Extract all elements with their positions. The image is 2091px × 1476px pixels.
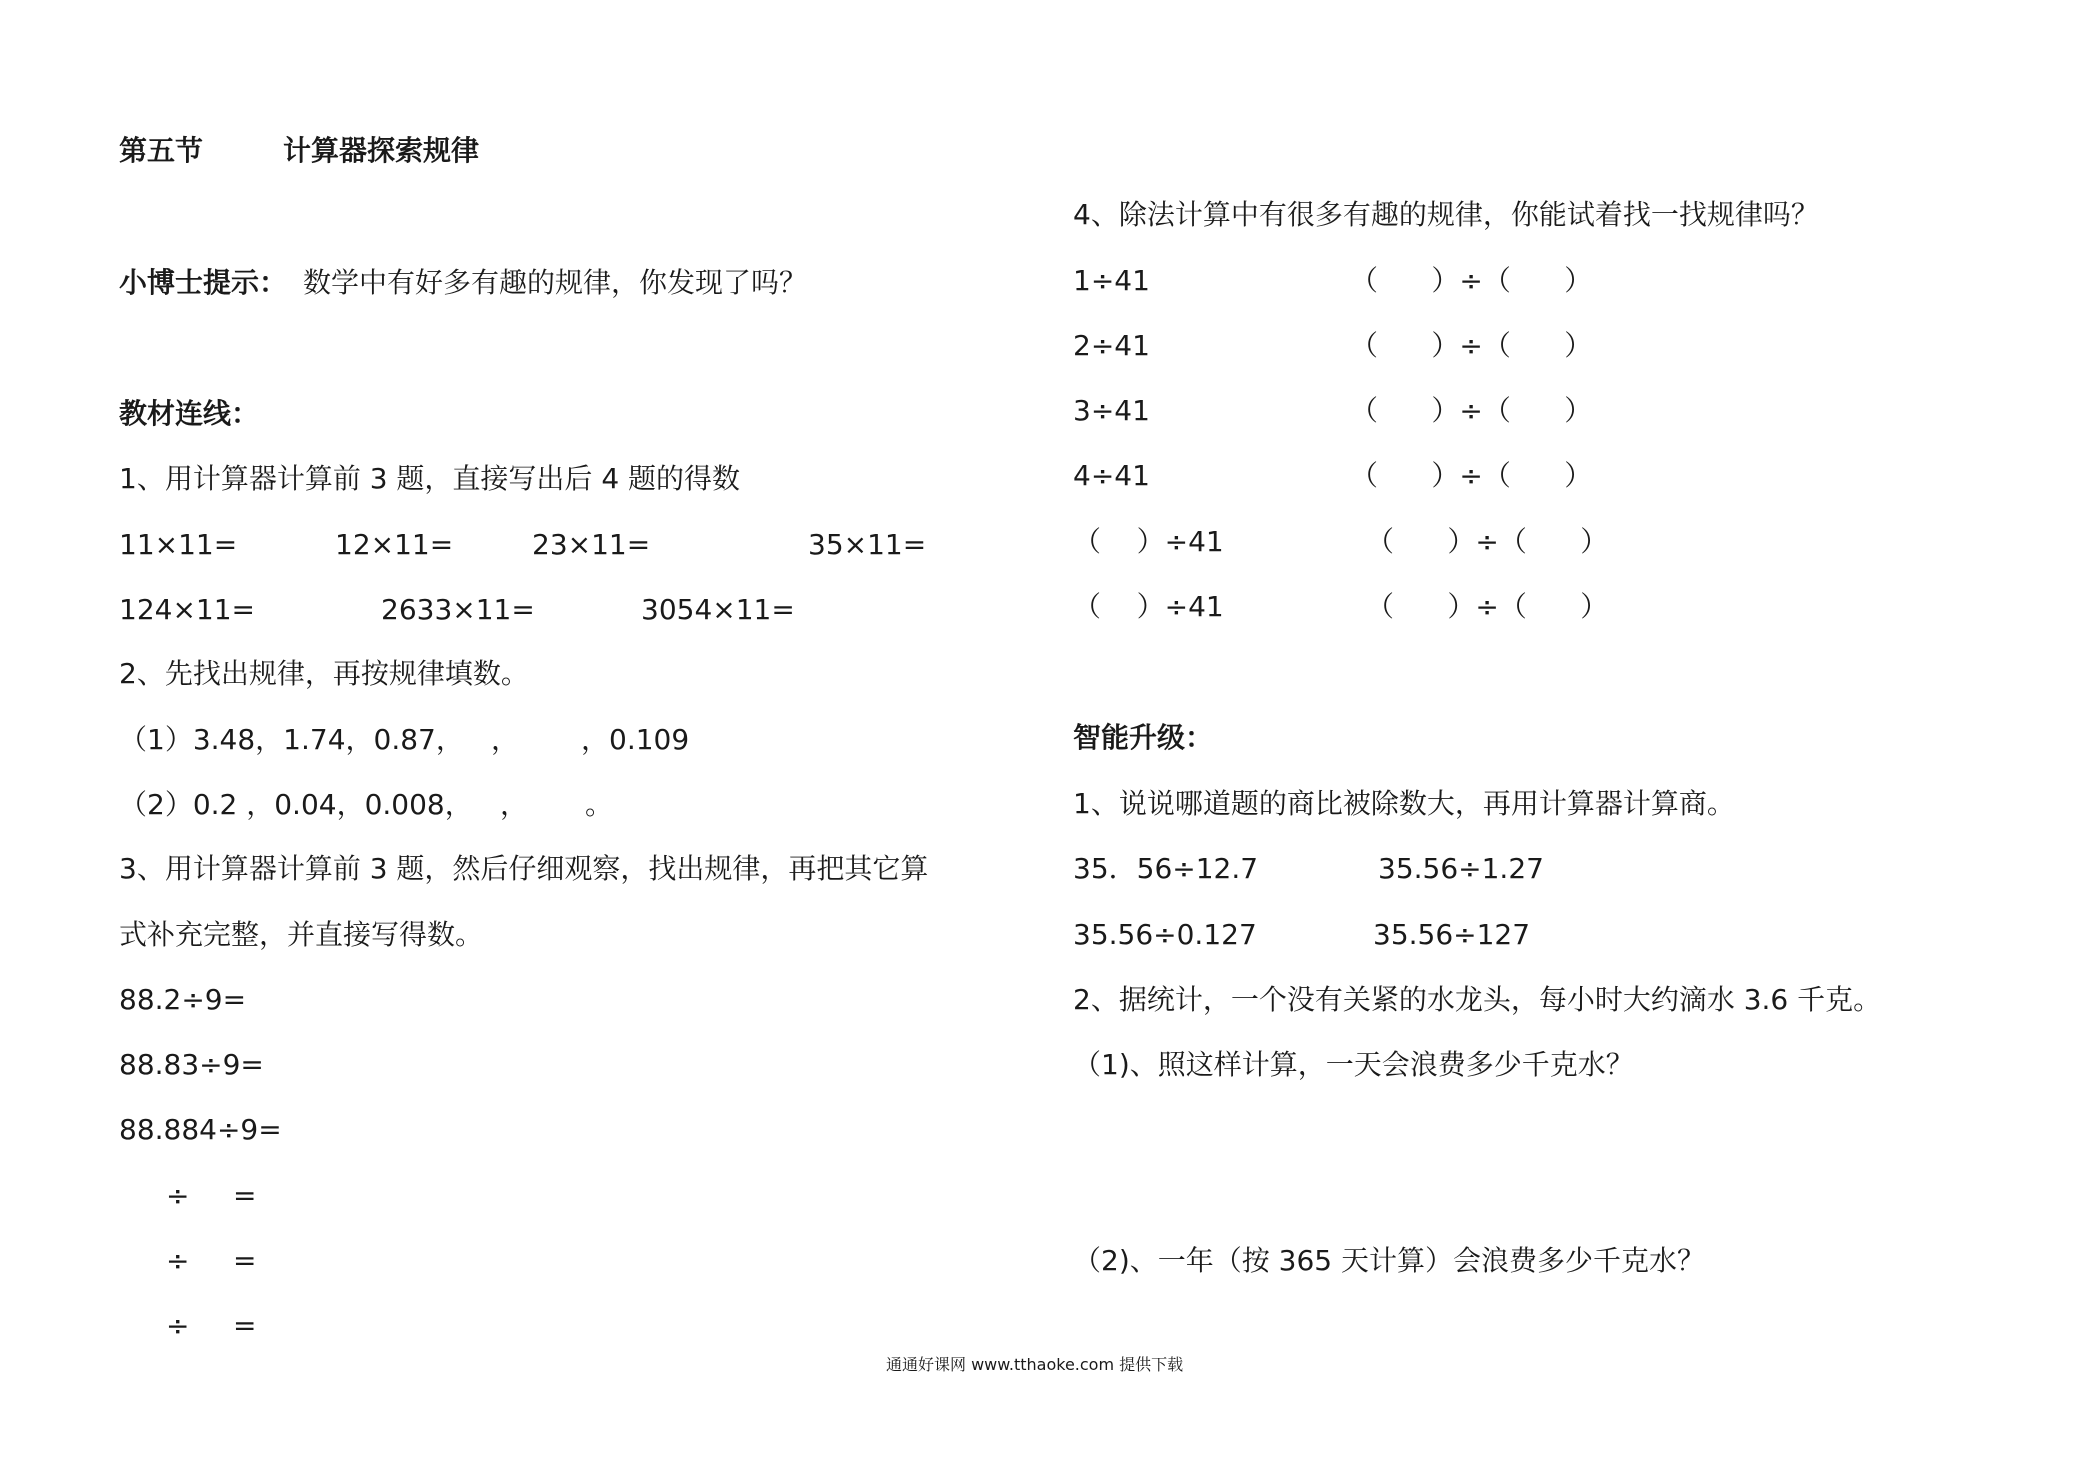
q3-blank-divide: ÷ — [166, 1244, 190, 1277]
q2-sequence-2-end: 。 — [585, 788, 614, 821]
upgrade-q2-sub1: （1)、照这样计算，一天会浪费多少千克水？ — [1073, 1048, 1634, 1081]
section-label: 第五节 — [119, 134, 204, 167]
q3-expression: 88.83÷9= — [119, 1048, 264, 1081]
q1-expression: 2633×11= — [381, 593, 535, 626]
upgrade-q1-expression: 35．56÷12.7 — [1073, 852, 1259, 885]
q1-expression: 3054×11= — [641, 593, 795, 626]
q3-blank-equals: = — [233, 1309, 257, 1342]
q3-prompt-line1: 3、用计算器计算前 3 题，然后仔细观察，找出规律，再把其它算 — [119, 852, 929, 885]
q1-expression: 124×11= — [119, 593, 255, 626]
upgrade-q1-prompt: 1、说说哪道题的商比被除数大，再用计算器计算商。 — [1073, 787, 1735, 820]
q2-sequence-1-sep: ， — [491, 723, 520, 756]
q4-left: （ ）÷41 — [1073, 525, 1224, 558]
upgrade-q2-prompt: 2、据统计，一个没有关紧的水龙头，每小时大约滴水 3.6 千克。 — [1073, 983, 1882, 1016]
upgrade-q1-expression: 35.56÷127 — [1373, 918, 1531, 951]
q4-prompt: 4、除法计算中有很多有趣的规律，你能试着找一找规律吗？ — [1073, 198, 1819, 231]
q3-blank-equals: = — [233, 1244, 257, 1277]
textbook-heading: 教材连线： — [119, 397, 260, 430]
q1-expression: 35×11= — [808, 528, 927, 561]
q3-blank-divide: ÷ — [166, 1309, 190, 1342]
page-title: 计算器探索规律 — [283, 134, 480, 167]
q2-prompt: 2、先找出规律，再按规律填数。 — [119, 657, 529, 690]
q3-expression: 88.884÷9= — [119, 1113, 282, 1146]
upgrade-heading: 智能升级： — [1073, 721, 1214, 754]
q4-right: （ ）÷（ ） — [1350, 329, 1593, 362]
footer-credit: 通通好课网 www.tthaoke.com 提供下载 — [886, 1355, 1184, 1374]
q1-expression: 23×11= — [532, 528, 651, 561]
tip-text: 数学中有好多有趣的规律，你发现了吗？ — [303, 266, 808, 299]
q3-blank-equals: = — [233, 1179, 257, 1212]
upgrade-q2-sub2: （2)、一年（按 365 天计算）会浪费多少千克水？ — [1073, 1244, 1705, 1277]
q3-expression: 88.2÷9= — [119, 983, 247, 1016]
q4-right: （ ）÷（ ） — [1366, 525, 1609, 558]
q4-right: （ ）÷（ ） — [1350, 394, 1593, 427]
q4-right: （ ）÷（ ） — [1366, 590, 1609, 623]
q1-prompt: 1、用计算器计算前 3 题，直接写出后 4 题的得数 — [119, 462, 741, 495]
tip-label: 小博士提示： — [119, 266, 288, 299]
q2-sequence-1-end: ，0.109 — [581, 723, 690, 756]
q4-left: 2÷41 — [1073, 329, 1150, 362]
q4-left: 4÷41 — [1073, 459, 1150, 492]
q1-expression: 12×11= — [335, 528, 454, 561]
q2-sequence-2-start: （2）0.2 ，0.04，0.008， — [119, 788, 473, 821]
upgrade-q1-expression: 35.56÷1.27 — [1378, 852, 1544, 885]
q4-left: 3÷41 — [1073, 394, 1150, 427]
q2-sequence-1-start: （1）3.48，1.74，0.87， — [119, 723, 464, 756]
q1-expression: 11×11= — [119, 528, 238, 561]
upgrade-q1-expression: 35.56÷0.127 — [1073, 918, 1257, 951]
q4-right: （ ）÷（ ） — [1350, 264, 1593, 297]
q2-sequence-2-sep: ， — [500, 788, 529, 821]
q3-blank-divide: ÷ — [166, 1179, 190, 1212]
q3-prompt-line2: 式补充完整，并直接写得数。 — [119, 918, 484, 951]
q4-right: （ ）÷（ ） — [1350, 459, 1593, 492]
q4-left: 1÷41 — [1073, 264, 1150, 297]
q4-left: （ ）÷41 — [1073, 590, 1224, 623]
